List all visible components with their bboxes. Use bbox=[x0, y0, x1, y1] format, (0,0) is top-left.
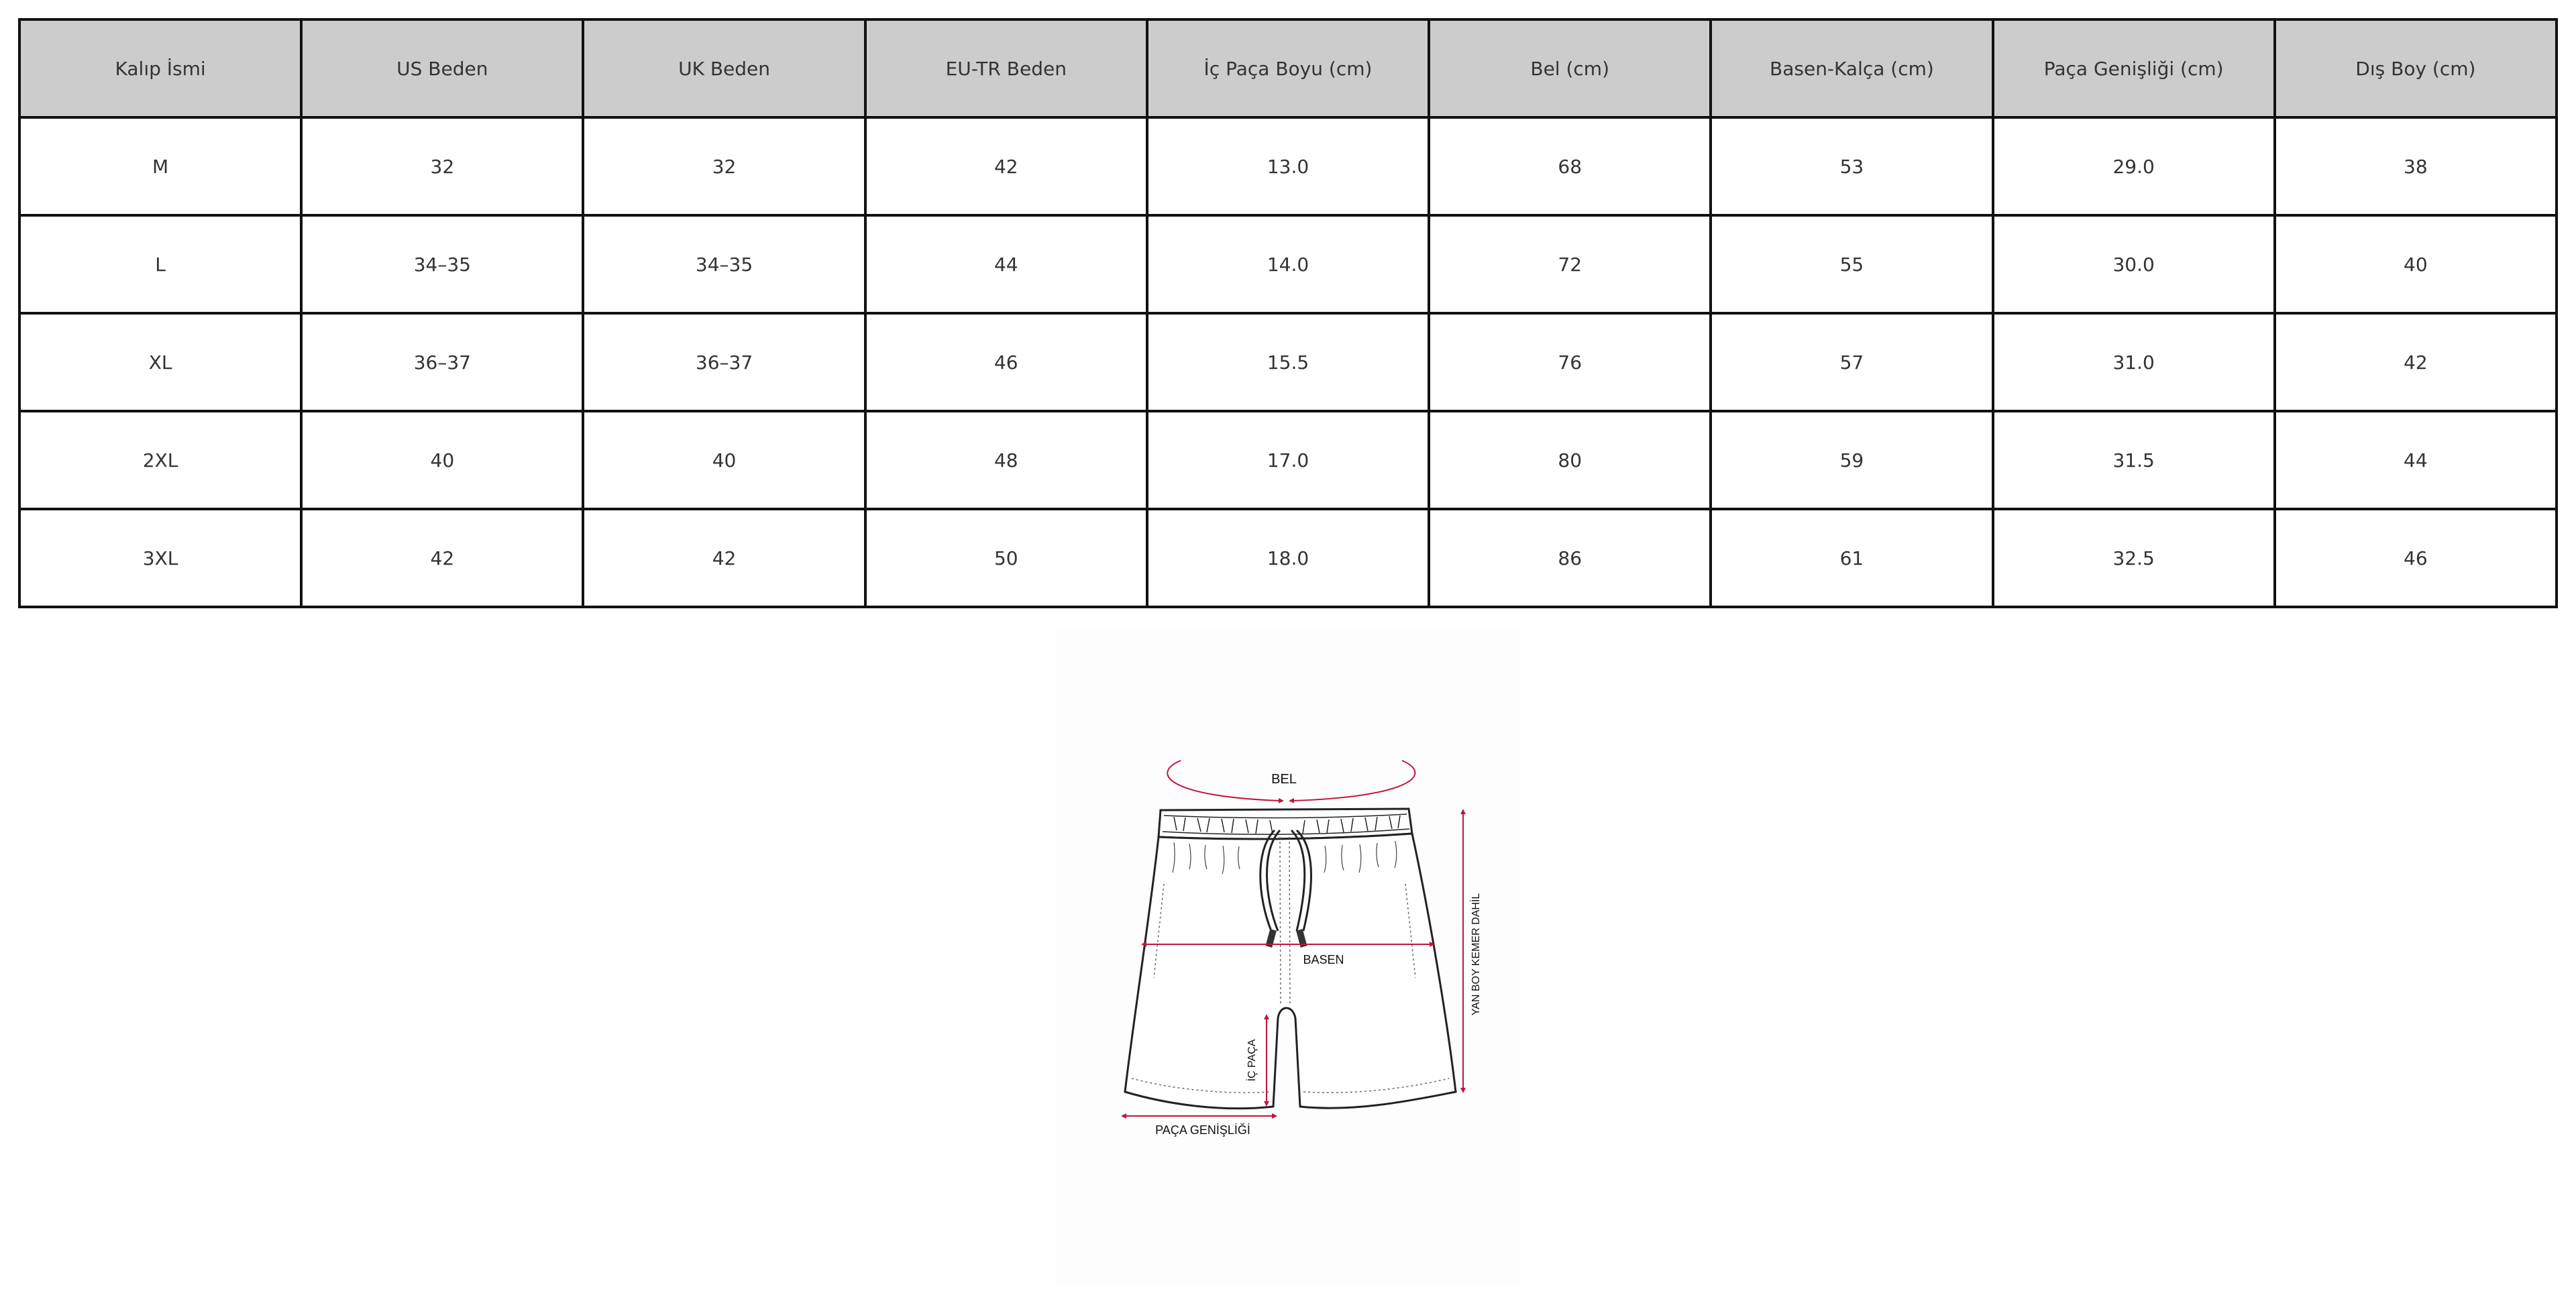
table-cell: 48 bbox=[865, 411, 1147, 509]
table-cell: 46 bbox=[2275, 509, 2557, 607]
hip-label: BASEN bbox=[1303, 953, 1344, 966]
header-hip: Basen-Kalça (cm) bbox=[1711, 19, 1992, 117]
table-cell: 36–37 bbox=[301, 313, 583, 411]
table-cell: 32 bbox=[301, 117, 583, 215]
table-cell: 44 bbox=[865, 215, 1147, 313]
table-cell: 36–37 bbox=[583, 313, 865, 411]
table-cell: 57 bbox=[1711, 313, 1992, 411]
table-cell: 31.0 bbox=[1993, 313, 2275, 411]
header-outseam: Dış Boy (cm) bbox=[2275, 19, 2557, 117]
table-row bbox=[19, 313, 2557, 411]
table-cell: XL bbox=[19, 313, 301, 411]
table-cell: 68 bbox=[1429, 117, 1711, 215]
size-chart-table bbox=[18, 18, 2558, 608]
table-cell: 40 bbox=[2275, 215, 2557, 313]
header-eu-tr-size: EU-TR Beden bbox=[865, 19, 1147, 117]
table-cell: 32.5 bbox=[1993, 509, 2275, 607]
table-cell: 40 bbox=[301, 411, 583, 509]
table-cell: 38 bbox=[2275, 117, 2557, 215]
table-cell: 76 bbox=[1429, 313, 1711, 411]
table-cell: 34–35 bbox=[301, 215, 583, 313]
size-chart-header bbox=[19, 19, 2557, 117]
table-cell: 42 bbox=[301, 509, 583, 607]
header-leg-opening: Paça Genişliği (cm) bbox=[1993, 19, 2275, 117]
size-chart-body bbox=[19, 117, 2557, 607]
table-row bbox=[19, 411, 2557, 509]
header-row bbox=[19, 19, 2557, 117]
waist-measure-arc bbox=[1291, 761, 1415, 801]
table-cell: 42 bbox=[2275, 313, 2557, 411]
table-cell: 17.0 bbox=[1147, 411, 1429, 509]
table-cell: 59 bbox=[1711, 411, 1992, 509]
header-uk-size: UK Beden bbox=[583, 19, 865, 117]
table-cell: L bbox=[19, 215, 301, 313]
table-cell: 29.0 bbox=[1993, 117, 2275, 215]
header-inseam: İç Paça Boyu (cm) bbox=[1147, 19, 1429, 117]
table-cell: 31.5 bbox=[1993, 411, 2275, 509]
table-cell: M bbox=[19, 117, 301, 215]
table-cell: 2XL bbox=[19, 411, 301, 509]
table-cell: 15.5 bbox=[1147, 313, 1429, 411]
table-cell: 42 bbox=[865, 117, 1147, 215]
header-us-size: US Beden bbox=[301, 19, 583, 117]
table-cell: 14.0 bbox=[1147, 215, 1429, 313]
shorts-measurement-diagram bbox=[1057, 629, 1519, 1286]
table-cell: 55 bbox=[1711, 215, 1992, 313]
table-row bbox=[19, 215, 2557, 313]
shorts-outline bbox=[1125, 834, 1456, 1109]
table-cell: 44 bbox=[2275, 411, 2557, 509]
inseam-label: İÇ PAÇA bbox=[1246, 1039, 1258, 1082]
table-cell: 42 bbox=[583, 509, 865, 607]
header-waist: Bel (cm) bbox=[1429, 19, 1711, 117]
table-row bbox=[19, 117, 2557, 215]
table-cell: 34–35 bbox=[583, 215, 865, 313]
table-cell: 18.0 bbox=[1147, 509, 1429, 607]
table-cell: 80 bbox=[1429, 411, 1711, 509]
leg-opening-label: PAÇA GENİŞLİĞİ bbox=[1155, 1123, 1250, 1137]
table-cell: 40 bbox=[583, 411, 865, 509]
table-cell: 3XL bbox=[19, 509, 301, 607]
outseam-label: YAN BOY KEMER DAHİL bbox=[1470, 893, 1482, 1016]
header-pattern-name: Kalıp İsmi bbox=[19, 19, 301, 117]
waist-measure-arc bbox=[1167, 761, 1281, 801]
table-cell: 86 bbox=[1429, 509, 1711, 607]
table-cell: 72 bbox=[1429, 215, 1711, 313]
table-row bbox=[19, 509, 2557, 607]
table-cell: 46 bbox=[865, 313, 1147, 411]
waist-label: BEL bbox=[1271, 772, 1297, 787]
table-cell: 53 bbox=[1711, 117, 1992, 215]
table-cell: 30.0 bbox=[1993, 215, 2275, 313]
shorts-illustration bbox=[1057, 629, 1519, 1286]
table-cell: 13.0 bbox=[1147, 117, 1429, 215]
table-cell: 61 bbox=[1711, 509, 1992, 607]
table-cell: 32 bbox=[583, 117, 865, 215]
table-cell: 50 bbox=[865, 509, 1147, 607]
